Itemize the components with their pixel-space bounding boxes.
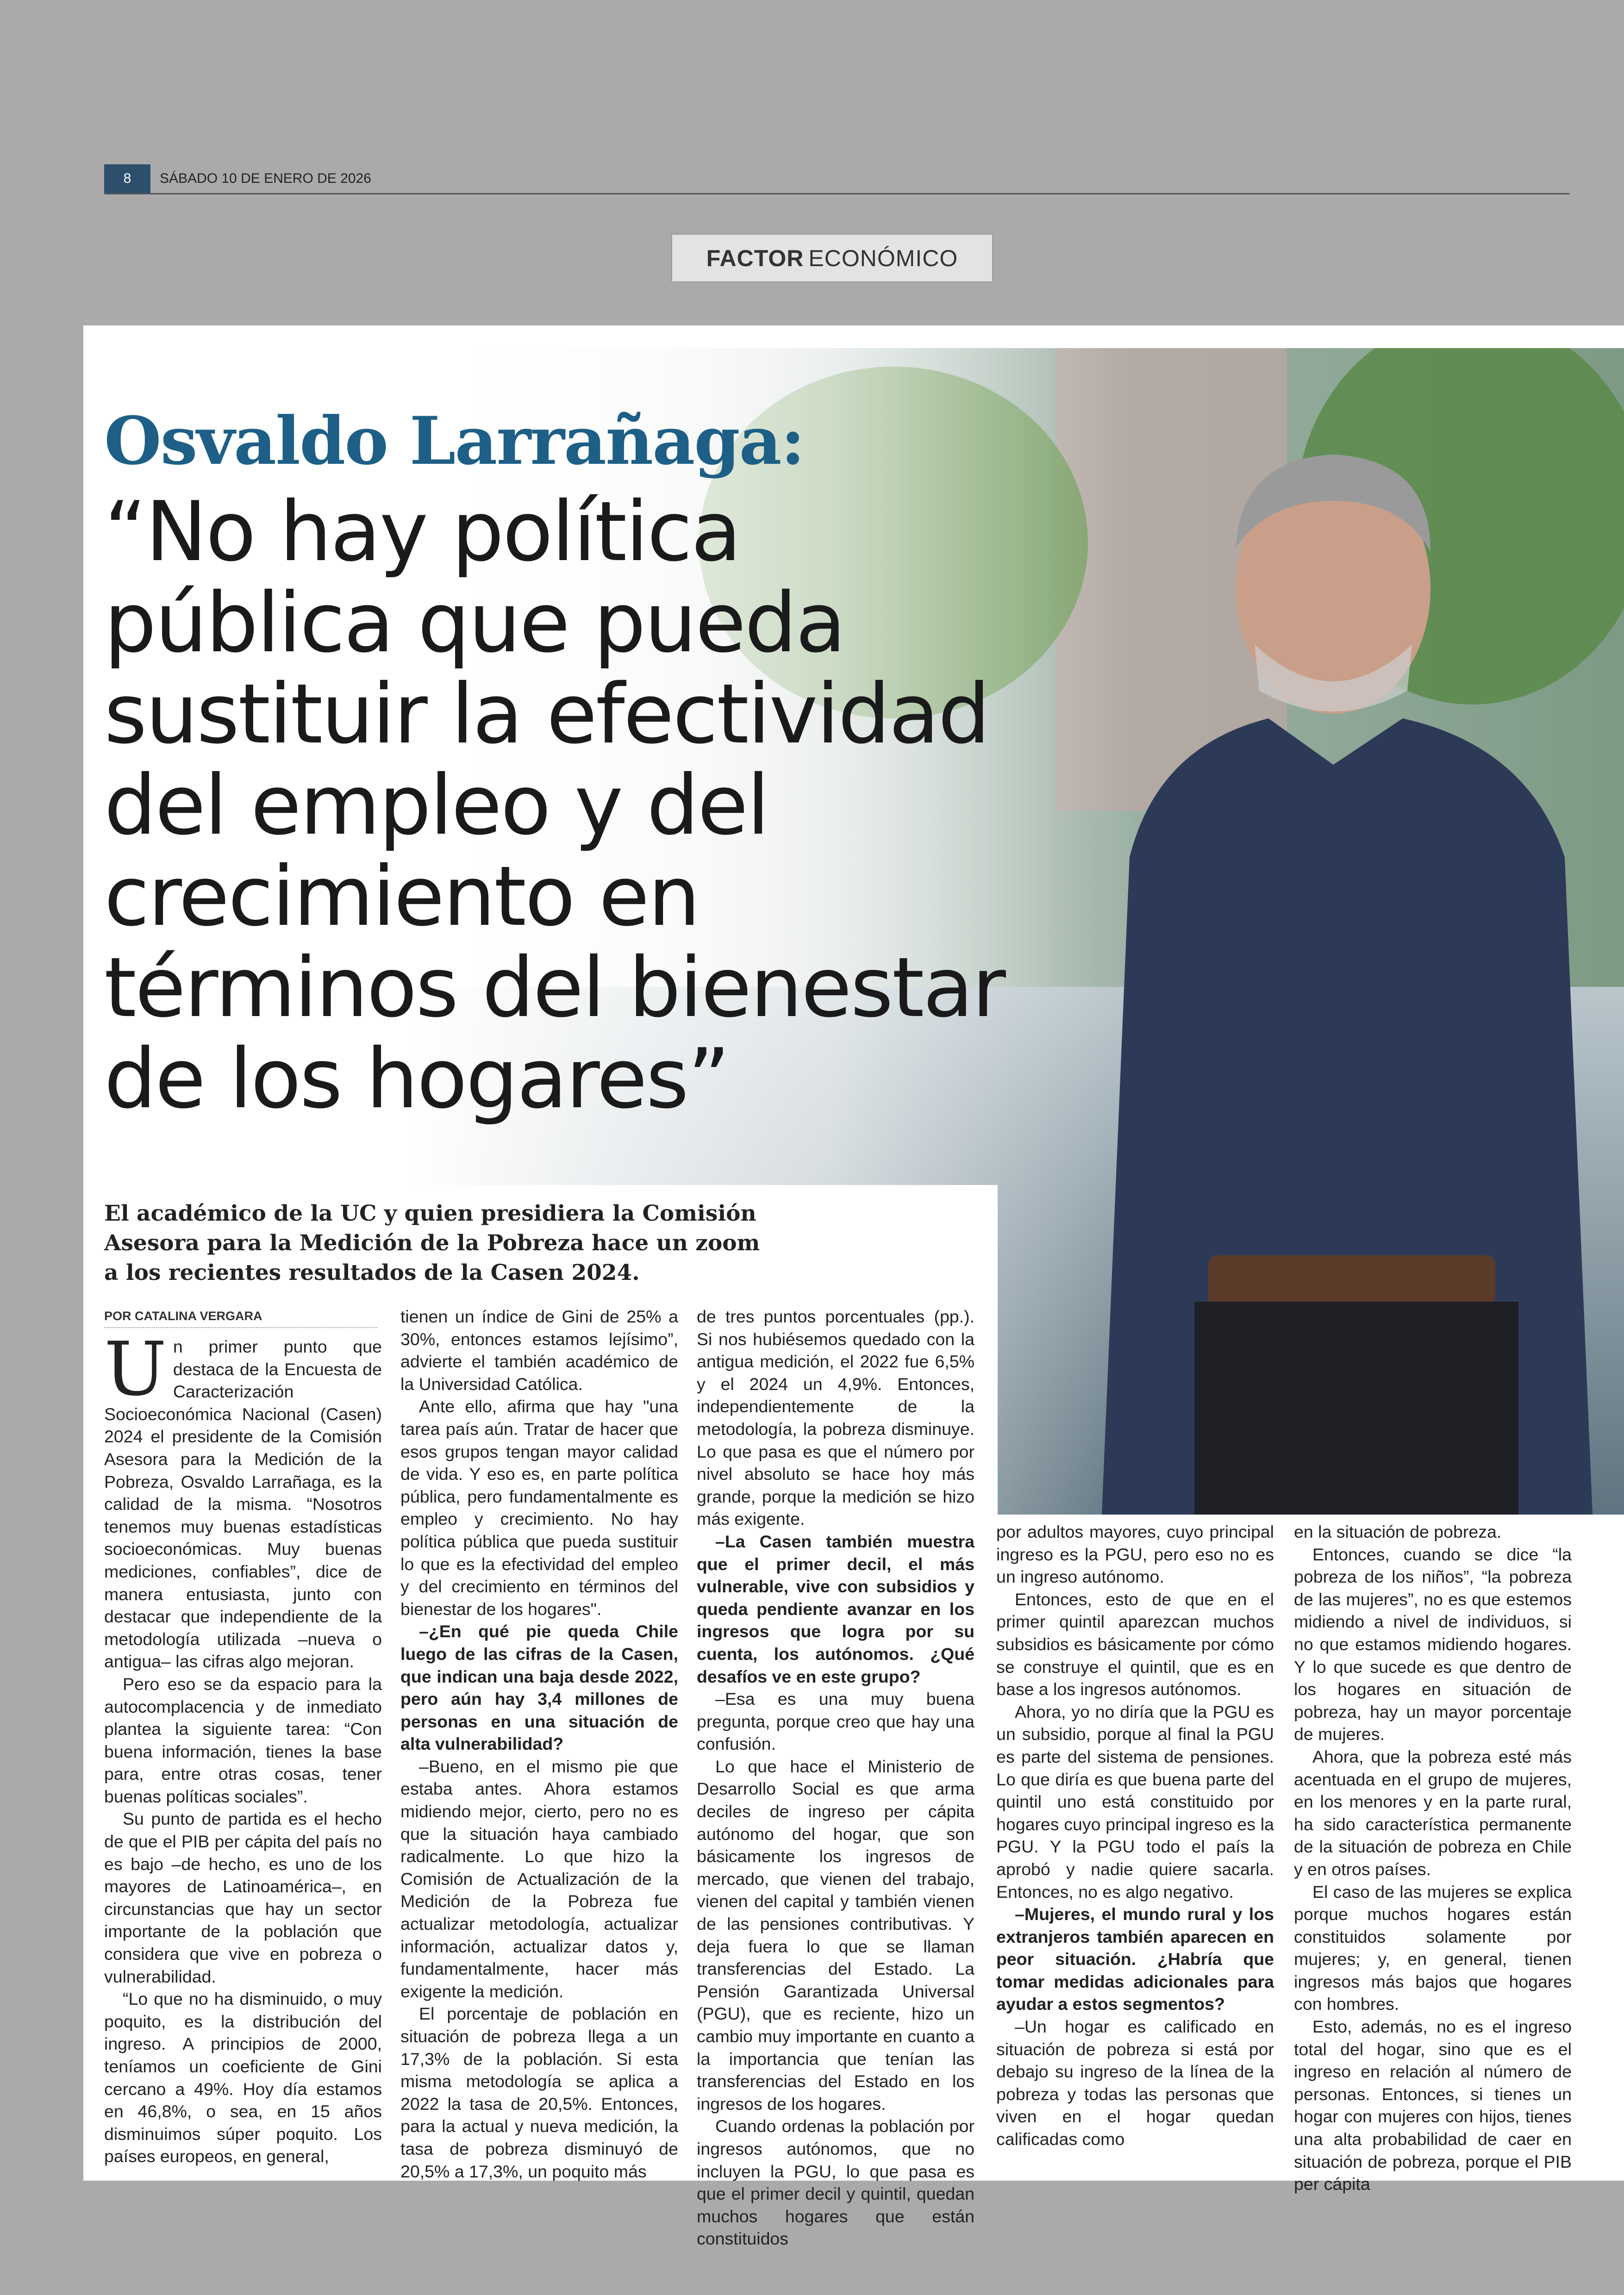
paragraph: Entonces, cuando se dice “la pobreza de los niños”, “la pobreza de las mujeres”, no es que estemos midiendo a nivel de individuos, si no que estamos midiendo hogares. Y lo que sucede es que dentro de los hogares en situación de pobreza, hay un mayor porcentaje de mujeres. [1294,1544,1572,1744]
headline-line: de los hogares” [104,1031,729,1127]
headline-line: pública que pueda [104,575,845,671]
article-column-3 [697,1305,974,2250]
headline-line: “No hay política [104,484,740,580]
article-column-1 [104,1326,382,2168]
paragraph: Lo que hace el Ministerio de Desarrollo Social es que arma deciles de ingreso per cápita autónomo del hogar, que son básicamente los ingresos de mercado, que vienen del trabajo, vienen del capital y también vienen de las pensiones contributivas. Y deja fuera lo que se llaman transferencias del Estado. La Pensión Garantizada Universal (PGU), que es reciente, hizo un cambio muy importante en cuanto a la importancia que tenían las transferencias del Estado en los ingresos de los hogares. [697,1756,974,2114]
paragraph: –Bueno, en el mismo pie que estaba antes. Ahora estamos midiendo mejor, cierto, pero no es que la situación haya cambiado radicalmente. Lo que hizo la Comisión de Actualización de la Medición de la Pobreza fue actualizar metodología, actualizar información, actualizar datos y, fundamentalmente, hacer más exigente la medición. [400,1756,678,2001]
paragraph: Ahora, yo no diría que la PGU es un subsidio, porque al final la PGU es parte del sistema de pensiones. Lo que diría es que buena parte del quintil uno está constituido por hogares cuyo principal ingreso es la PGU. Y la PGU todo el país la aprobó y nadie quiere sacarla. Entonces, no es algo negativo. [996,1702,1274,1902]
deck-line: a los recientes resultados de la Casen 2024. [104,1260,640,1285]
paragraph: por adultos mayores, cuyo principal ingreso es la PGU, pero eso no es un ingreso autónomo. [996,1522,1274,1587]
deck-line: El académico de la UC y quien presidiera la Comisión [104,1201,756,1226]
interview-question: –¿En qué pie queda Chile luego de las cifras de la Casen, que indican una baja desde 2022, pero aún hay 3,4 millones de personas en una situación de alta vulnerabilidad? [400,1621,678,1754]
paragraph: tienen un índice de Gini de 25% a 30%, entonces estamos lejísimo”, advierte el también académico de la Universidad Católica. [400,1307,678,1394]
paragraph: Cuando ordenas la población por ingresos autónomos, que no incluyen la PGU, lo que pasa es que el primer decil y quintil, quedan muchos hogares que están constituidos [697,2116,974,2249]
interviewee-name: Osvaldo Larrañaga: [104,403,804,480]
section-bold: FACTOR [706,245,804,271]
section-regular: ECONÓMICO [808,245,958,271]
drop-cap: U [104,1326,167,1412]
paragraph: El porcentaje de población en situación de pobreza llega a un 17,3% de la población. Si esta misma metodología se aplica a 2022 la tasa de 20,5%. Entonces, para la actual y nueva medición, la tasa de pobreza disminuyó de 20,5% a 17,3%, un poquito más [400,2004,678,2181]
deck-line: Asesora para la Medición de la Pobreza hace un zoom [104,1230,760,1256]
paragraph: –Un hogar es calificado en situación de pobreza si está por debajo su ingreso de la línea de la pobreza y todas las personas que viven en el hogar quedan calificadas como [996,2017,1274,2149]
headline-line: del empleo y del [104,757,768,853]
interview-question: –Mujeres, el mundo rural y los extranjeros también aparecen en peor situación. ¿Habría que tomar medidas adicionales para ayudar a estos segmentos? [996,1904,1274,2014]
page-number: 8 [104,164,150,193]
paragraph: Pero eso se da espacio para la autocomplacencia y de inmediato plantea la siguiente tarea: “Con buena información, tienes la base para, entre otras cosas, tener buenas políticas sociales”. [104,1674,382,1806]
paragraph: Ante ello, afirma que hay "una tarea país aún. Tratar de hacer que esos grupos tengan mayor calidad de vida. Y eso es, en parte política pública, pero fundamentalmente es empleo y crecimiento. No hay política pública que pueda sustituir lo que es la efectividad del empleo y del crecimiento en términos del bienestar de los hogares". [400,1397,678,1619]
paragraph: Entonces, esto de que en el primer quintil aparezcan muchos subsidios es básicamente por cómo se construye el quintil, que es en base a los ingresos autónomos. [996,1589,1274,1699]
section-tag [671,234,993,282]
headline-line: crecimiento en [104,848,699,944]
paragraph: “Lo que no ha disminuido, o muy poquito, es la distribución del ingreso. A principios de 2000, teníamos un coeficiente de Gini cercano a 49%. Hoy día estamos en 46,8%, o sea, en 15 años disminuimos súper poquito. Los países europeos, en general, [104,1989,382,2166]
paragraph: –Esa es una muy buena pregunta, porque creo que hay una confusión. [697,1689,974,1754]
paragraph: Ahora, que la pobreza esté más acentuada en el grupo de mujeres, en los menores y en la parte rural, ha sido característica permanente de la situación de pobreza en Chile y en otros países. [1294,1746,1572,1879]
byline: POR CATALINA VERGARA [104,1309,377,1328]
headline-line: términos del bienestar [104,940,1005,1035]
paragraph: Esto, además, no es el ingreso total del hogar, sino que es el ingreso en relación al número de personas. Entonces, si tienes un hogar con mujeres con hijos, tienes una alta probabilidad de caer en situación de pobreza, porque el PIB per cápita [1294,2017,1572,2194]
paragraph: El caso de las mujeres se explica porque muchos hogares están constituidos solamente por mujeres; y, en general, tienen ingresos más bajos que hogares con hombres. [1294,1882,1572,2014]
paragraph: en la situación de pobreza. [1294,1522,1502,1541]
article-column-5 [1294,1521,1572,2195]
interview-question: –La Casen también muestra que el primer decil, el más vulnerable, vive con subsidios y queda pendiente avanzar en los ingresos que logra por su cuenta, los autónomos. ¿Qué desafíos ve en este grupo? [697,1531,974,1686]
article-column-2 [400,1305,678,2183]
article-column-4 [996,1521,1274,2151]
page-header [104,164,1569,194]
paragraph: de tres puntos porcentuales (pp.). Si nos hubiésemos quedado con la antigua medición, el 2022 fue 6,5% y el 2024 un 4,9%. Entonces, independientemente de la metodología, la pobreza disminuye. Lo que pasa es que el número por nivel absoluto se hace hoy más grande, porque la medición se hizo más exigente. [697,1307,974,1529]
headline-line: sustituir la efectividad [104,666,989,762]
issue-date: SÁBADO 10 DE ENERO DE 2026 [160,171,371,186]
deck [104,1199,775,1288]
paragraph: Su punto de partida es el hecho de que el PIB per cápita del país no es bajo –de hecho, es uno de los mayores de Latinoamérica–, en circunstancias que hay un sector importante de la población que considera que vive en pobreza o vulnerabilidad. [104,1809,382,1986]
paragraph: n primer punto que destaca de la Encuesta de Caracterización Socioeconómica Nacional (Casen) 2024 el presidente de la Comisión Asesora para la Medición de la Pobreza, Osvaldo Larrañaga, es la calidad de la misma. “Nosotros tenemos muy buenas estadísticas socioeconómicas. Muy buenas mediciones, confiables”, dice de manera entusiasta, junto con destacar que independiente de la metodología utilizada –nueva o antigua– las cifras algo mejoran. [104,1337,382,1671]
headline [104,484,1076,1127]
